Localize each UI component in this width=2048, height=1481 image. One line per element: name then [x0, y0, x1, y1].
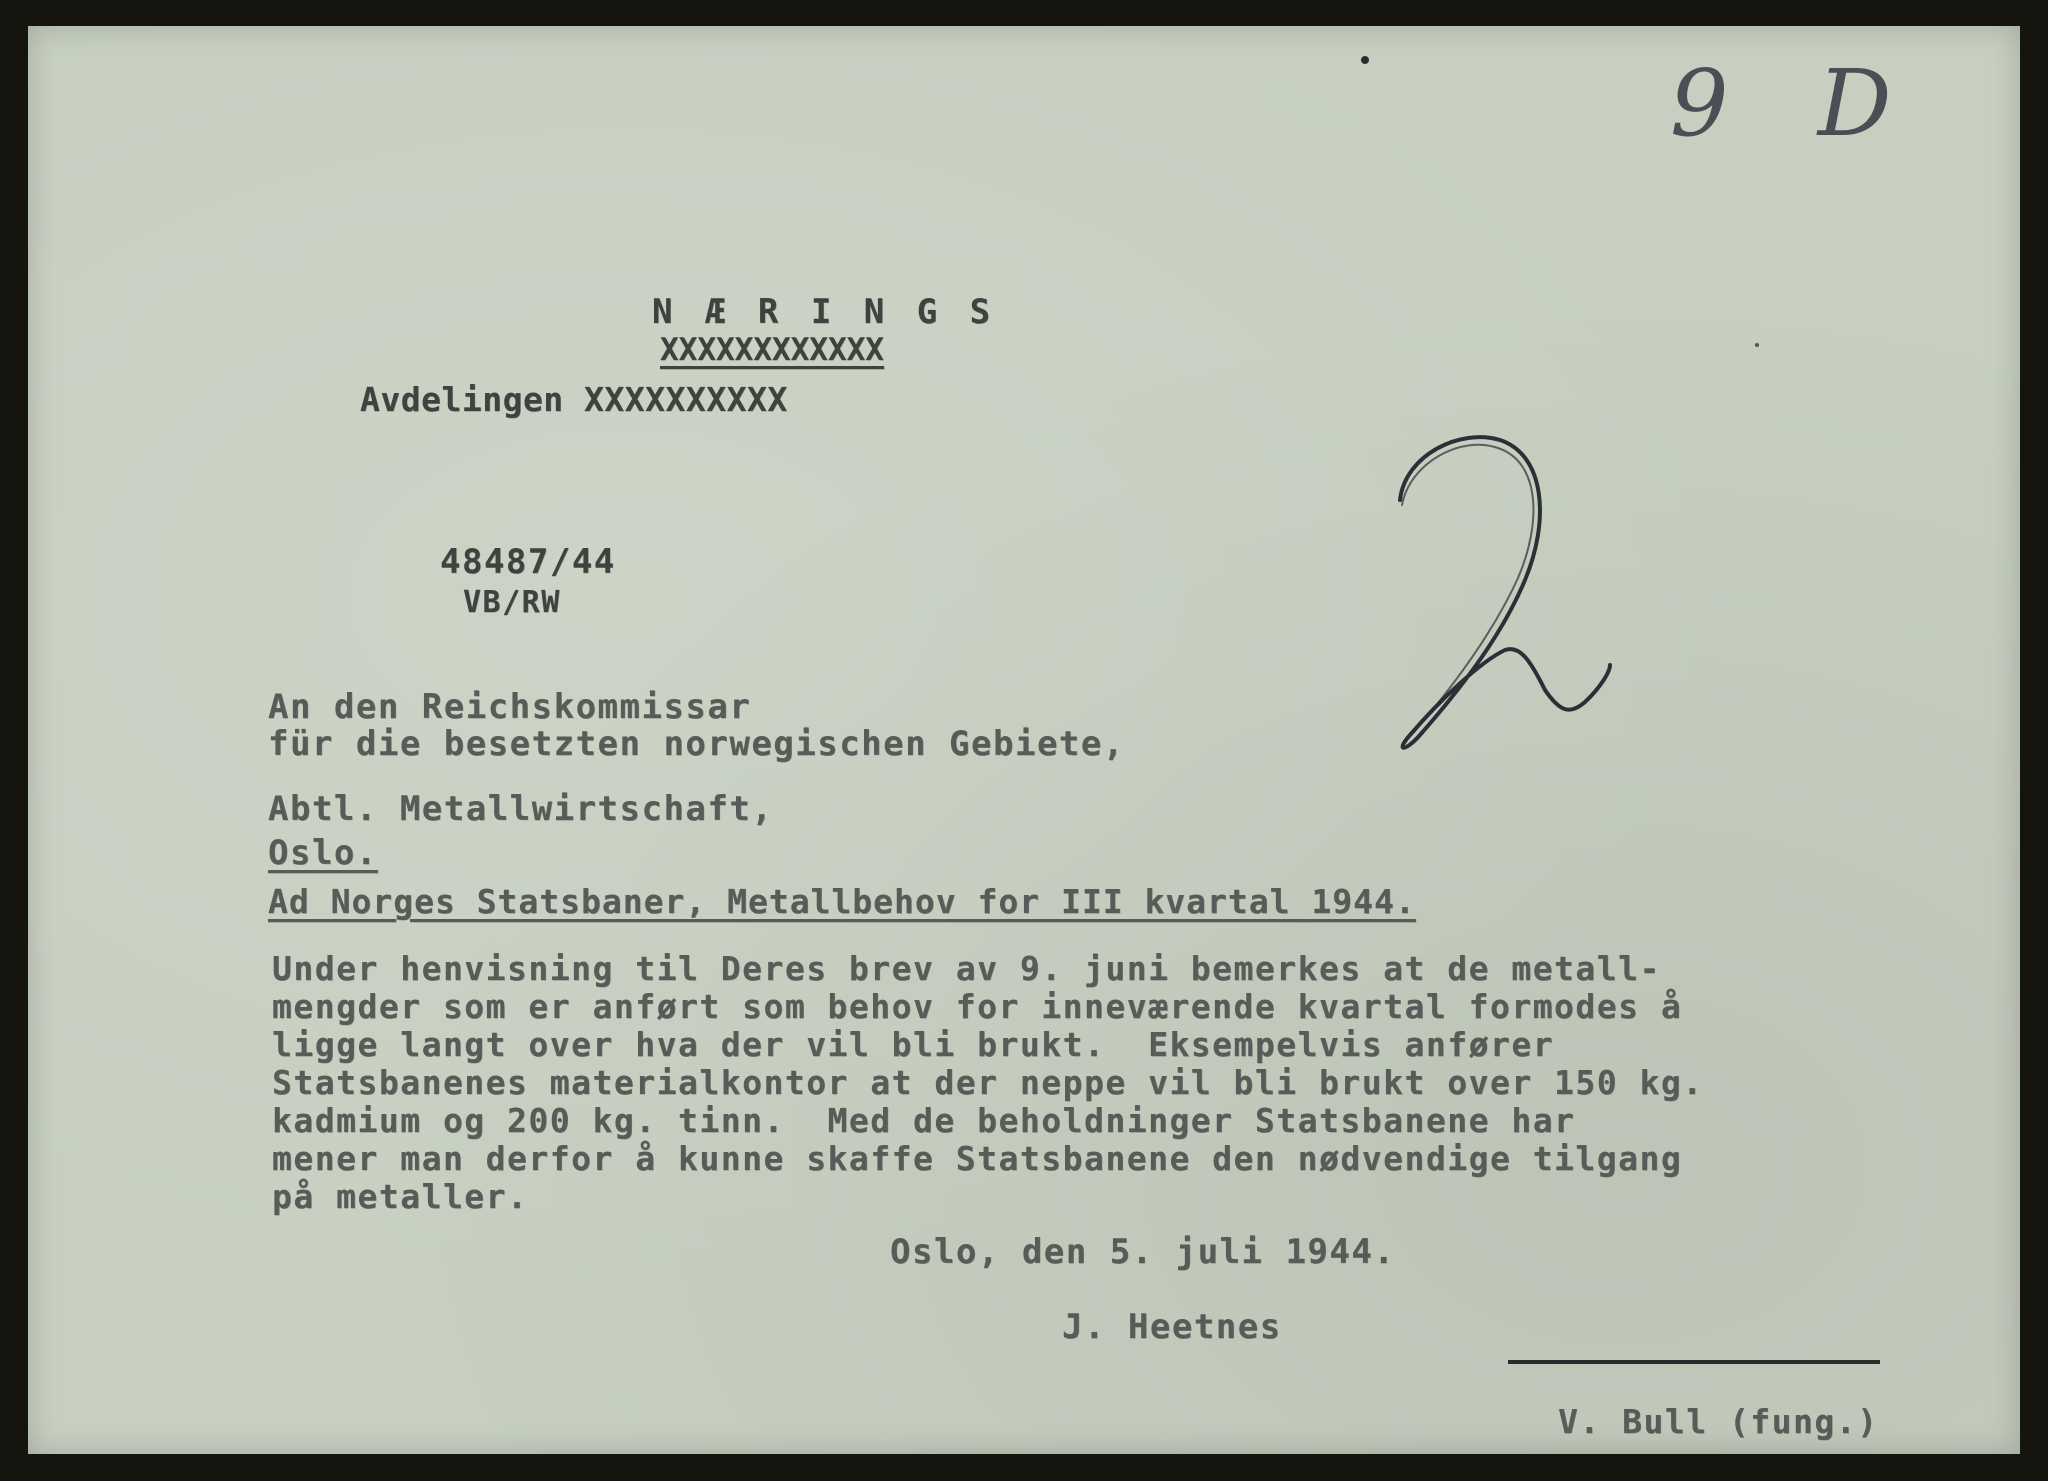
recipient-line-3: Abtl. Metallwirtschaft, — [268, 789, 774, 829]
signatory-name: J. Heetnes — [1062, 1307, 1282, 1347]
division-heading: Avdelingen XXXXXXXXXX — [360, 380, 788, 419]
body-line-2: mengder som er anført som behov for inneværende kvartal formodes å — [272, 987, 1683, 1026]
body-line-3: ligge langt over hva der vil bli brukt. Eksempelvis anfører — [272, 1025, 1555, 1064]
subject-line: Ad Norges Statsbaner, Metallbehov for III kvartal 1944. — [268, 882, 1416, 921]
recipient-line-4: Oslo. — [268, 833, 378, 873]
signature-line — [1508, 1360, 1880, 1364]
body-line-6: mener man derfor å kunne skaffe Statsbanene den nødvendige tilgang — [272, 1139, 1683, 1178]
place-and-date: Oslo, den 5. juli 1944. — [890, 1232, 1396, 1272]
reference-initials: VB/RW — [463, 585, 561, 620]
body-line-1: Under henvisning til Deres brev av 9. juni bemerkes at de metall- — [272, 949, 1661, 988]
body-line-7: på metaller. — [272, 1177, 529, 1216]
department-heading: N Æ R I N G S — [652, 292, 997, 332]
handwritten-corner-mark: 9 D — [1670, 50, 1922, 157]
department-struck-out: XXXXXXXXXXXX — [660, 332, 884, 368]
body-line-4: Statsbanenes materialkontor at der neppe vil bli brukt over 150 kg. — [272, 1063, 1704, 1102]
body-line-5: kadmium og 200 kg. tinn. Med de beholdninger Statsbanene har — [272, 1101, 1576, 1140]
second-signatory: V. Bull (fung.) — [1558, 1402, 1879, 1441]
recipient-line-1: An den Reichskommissar — [268, 687, 752, 727]
recipient-line-2: für die besetzten norwegischen Gebiete, — [268, 724, 1125, 764]
reference-number: 48487/44 — [440, 542, 616, 582]
